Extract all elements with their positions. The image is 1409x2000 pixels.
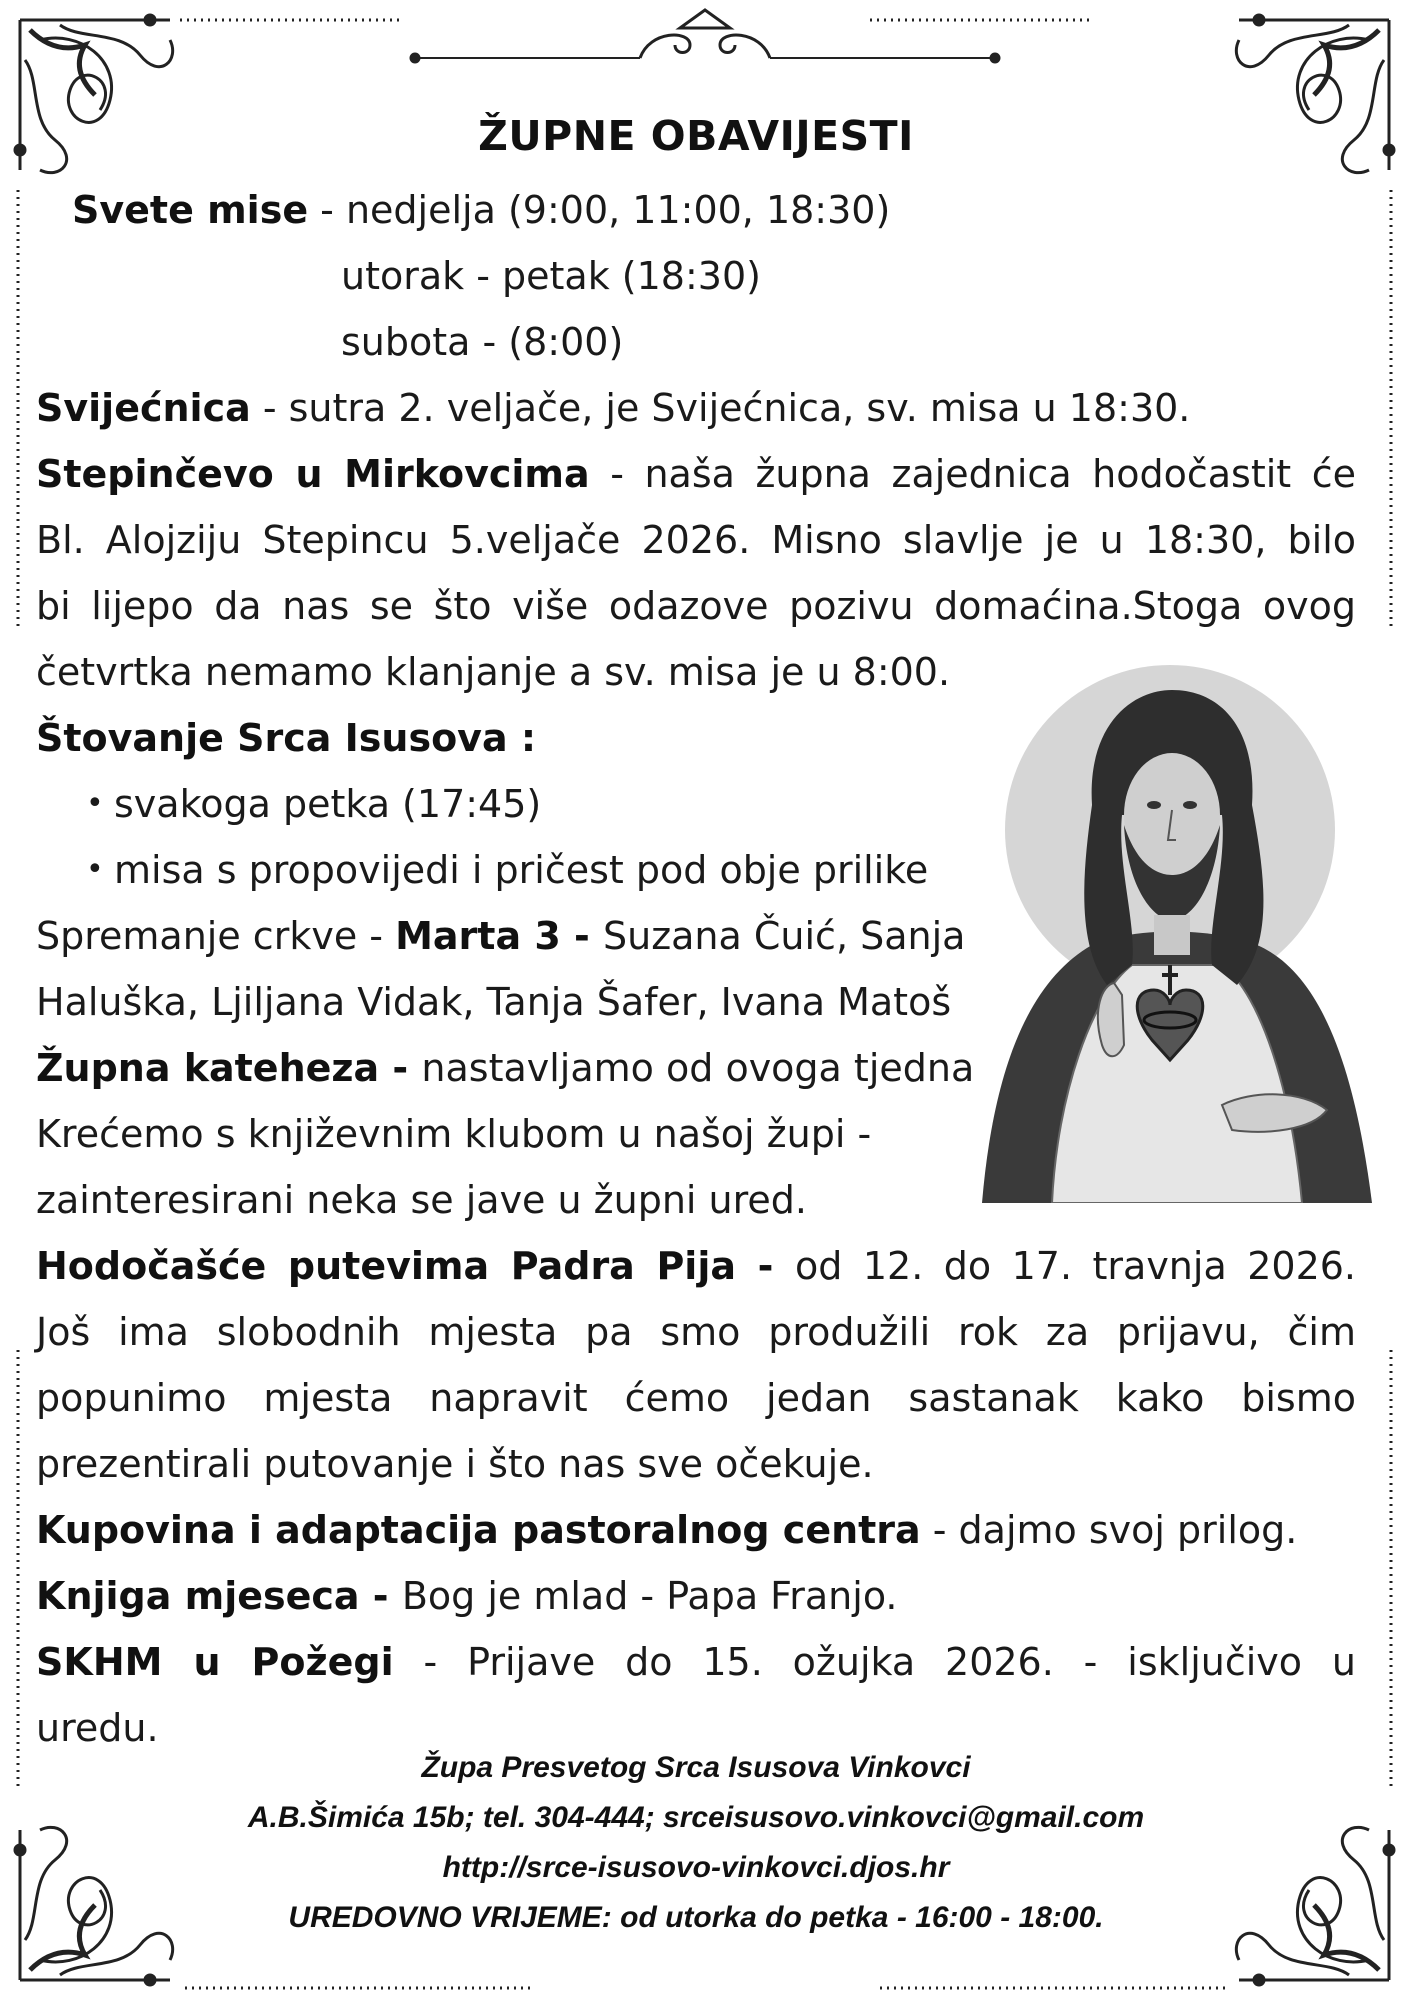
- club-line-2: zainteresirani neka se jave u župni ured.: [36, 1178, 808, 1222]
- stepincevo-line-3: bi lijepo da nas se što više odazove pozivu domaćina.Stoga ovog: [36, 584, 1356, 628]
- masses-sunday: - nedjelja (9:00, 11:00, 18:30): [308, 188, 891, 232]
- stepincevo-line-4: četvrtka nemamo klanjanje a sv. misa je u 8:00.: [36, 650, 951, 694]
- list-item: • svakoga petka (17:45): [114, 771, 541, 837]
- masses-line-1: [72, 177, 890, 243]
- centre-label: Kupovina i adaptacija pastoralnog centra: [36, 1508, 921, 1552]
- catechesis-text: nastavljamo od ovoga tjedna: [421, 1046, 975, 1090]
- pilgrimage-line-4: prezentirali putovanje i što nas sve očekuje.: [36, 1442, 874, 1486]
- stepincevo-line-1: [36, 441, 1356, 507]
- cleaning-group: Marta 3 -: [395, 914, 603, 958]
- catechesis-label: Župna kateheza -: [36, 1046, 422, 1090]
- footer-office-hours: UREDOVNO VRIJEME: od utorka do petka - 16:00 - 18:00.: [288, 1901, 1104, 1934]
- list-item: • misa s propovijedi i pričest pod obje prilike: [114, 837, 928, 903]
- book-text: Bog je mlad - Papa Franjo.: [401, 1574, 898, 1618]
- masses-line-2: utorak - petak (18:30): [341, 254, 761, 298]
- skhm-text: - Prijave do 15. ožujka 2026. - isključivo u: [393, 1640, 1356, 1684]
- heart-devotion-heading: [36, 705, 536, 771]
- club-line-1: Krećemo s književnim klubom u našoj župi -: [36, 1112, 872, 1156]
- cleaning-names-1: Suzana Čuić, Sanja: [602, 914, 966, 958]
- pilgrimage-label: Hodočašće putevima Padra Pija -: [36, 1244, 796, 1288]
- raised-hand: [1098, 983, 1124, 1056]
- stepincevo-label: Stepinčevo u Mirkovcima: [36, 452, 590, 496]
- book-label: Knjiga mjeseca -: [36, 1574, 402, 1618]
- pilgrimage-line-1: [36, 1233, 1356, 1299]
- cleaning-line-2: Haluška, Ljiljana Vidak, Tanja Šafer, Ivana Matoš: [36, 980, 952, 1024]
- skhm-line-1: [36, 1629, 1356, 1695]
- pilgrimage-dates: od 12. do 17. travnja 2026.: [795, 1244, 1356, 1288]
- footer-parish: Župa Presvetog Srca Isusova Vinkovci: [421, 1751, 971, 1784]
- book-notice: [36, 1563, 897, 1629]
- masses-label: Svete mise: [72, 188, 309, 232]
- page-title: ŽUPNE OBAVIJESTI: [478, 112, 914, 160]
- sacred-heart-illustration: [982, 665, 1372, 1203]
- heart-label: Štovanje Srca Isusova :: [36, 716, 537, 760]
- centre-notice: [36, 1497, 1297, 1563]
- pilgrimage-line-2: Još ima slobodnih mjesta pa smo produžili rok za prijavu, čim: [36, 1310, 1356, 1354]
- footer-contact[interactable]: A.B.Šimića 15b; tel. 304-444; srceisusovo.vinkovci@gmail.com: [247, 1801, 1145, 1834]
- masses-line-3: subota - (8:00): [341, 320, 624, 364]
- stepincevo-text-1: - naša župna zajednica hodočastit će: [589, 452, 1356, 496]
- svijecnica-text: - sutra 2. veljače, je Svijećnica, sv. misa u 18:30.: [250, 386, 1191, 430]
- centre-text: - dajmo svoj prilog.: [920, 1508, 1298, 1552]
- skhm-label: SKHM u Požegi: [36, 1640, 394, 1684]
- stepincevo-line-2: Bl. Alojziju Stepincu 5.veljače 2026. Misno slavlje je u 18:30, bilo: [36, 518, 1356, 562]
- catechesis-notice: [36, 1035, 974, 1101]
- svijecnica-notice: [36, 375, 1190, 441]
- cleaning-line-1: [36, 903, 965, 969]
- skhm-line-2: uredu.: [36, 1706, 159, 1750]
- footer-website[interactable]: http://srce-isusovo-vinkovci.djos.hr: [442, 1851, 950, 1884]
- top-ornament: [180, 10, 1090, 62]
- cleaning-prefix: Spremanje crkve -: [36, 914, 396, 958]
- svijecnica-label: Svijećnica: [36, 386, 251, 430]
- pilgrimage-line-3: popunimo mjesta napravit ćemo jedan sastanak kako bismo: [36, 1376, 1356, 1420]
